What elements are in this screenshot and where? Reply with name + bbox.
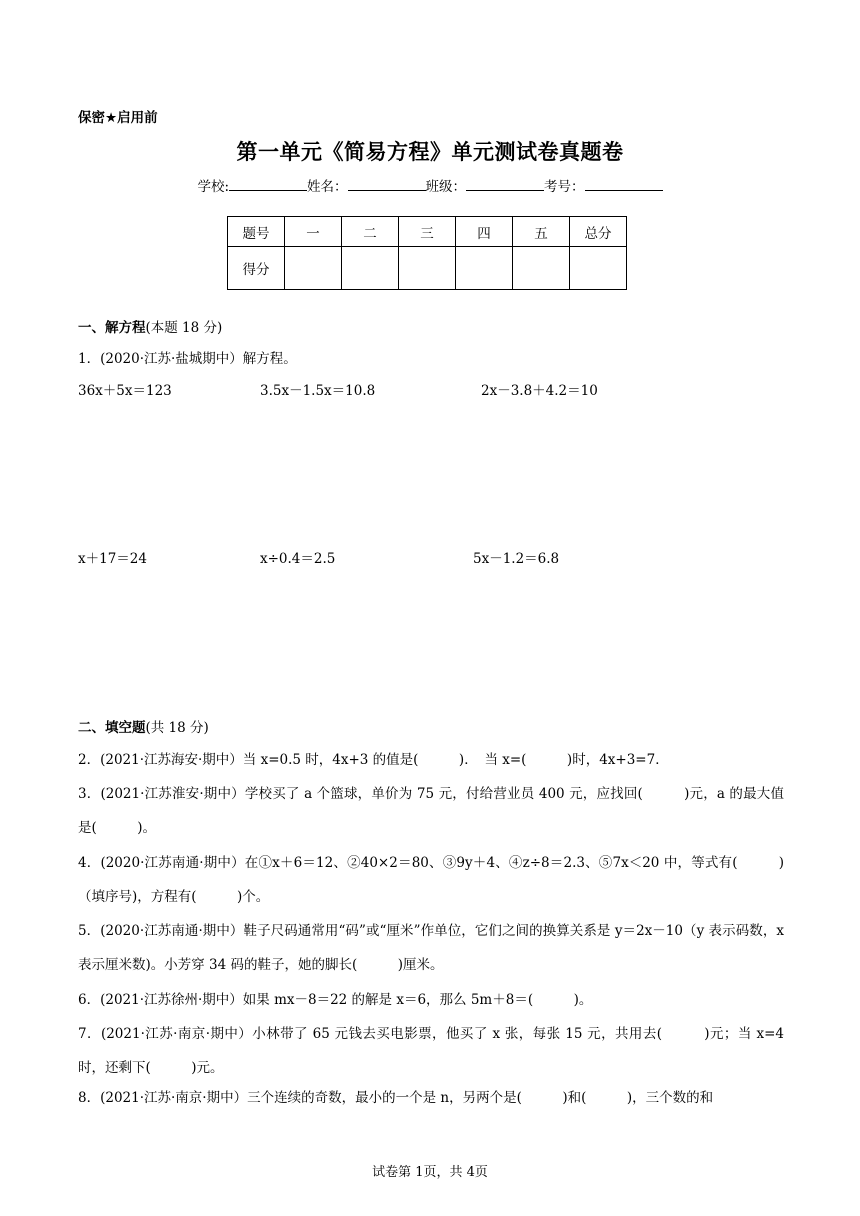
- question-7: 7．(2021·江苏·南京·期中）小林带了 65 元钱去买电影票，他买了 x 张，每张 15 元，共用去( )元；当 x=4时，还剩下( )元。: [78, 1026, 784, 1076]
- question-5: 5．(2020·江苏南通·期中）鞋子尺码通常用“码”或“厘米”作单位，它们之间的换算关系是 y＝2x－10（y 表示码数，x 表示厘米数)。小芳穿 34 码的鞋子，她的脚长( )厘米。: [78, 923, 784, 973]
- section2-heading: [78, 716, 209, 736]
- score-table: [227, 216, 627, 290]
- page-title: 第一单元《简易方程》单元测试卷真题卷: [236, 140, 624, 164]
- header-cell: 总分: [570, 217, 627, 247]
- number-label: 考号：: [544, 179, 585, 195]
- header-cell: 五: [513, 217, 570, 247]
- section1-title: 一、解方程: [78, 320, 146, 336]
- score-cell[interactable]: [570, 247, 627, 290]
- section1-note: (本题 18 分): [145, 320, 223, 336]
- class-label: 班级：: [425, 179, 467, 195]
- equation-1: 36x＋5x＝123: [78, 383, 172, 399]
- score-table-score-row: [228, 247, 627, 290]
- header-cell: 四: [456, 217, 513, 247]
- confidential-label: 保密★启用前: [78, 110, 158, 126]
- score-table-header-row: [228, 217, 627, 247]
- equation-6: 5x－1.2＝6.8: [473, 551, 560, 567]
- page-footer: 试卷第 1页，共 4页: [372, 1165, 488, 1180]
- score-cell[interactable]: [342, 247, 399, 290]
- class-blank[interactable]: [466, 178, 544, 191]
- score-cell[interactable]: [456, 247, 513, 290]
- school-blank[interactable]: [229, 178, 307, 191]
- header-cell: 题号: [228, 217, 285, 247]
- name-blank[interactable]: [348, 178, 426, 191]
- name-label: 姓名：: [307, 179, 348, 195]
- equation-2: 3.5x－1.5x＝10.8: [260, 383, 376, 399]
- section2-note: (共 18 分): [145, 720, 209, 736]
- school-label: 学校:: [197, 179, 230, 195]
- header-cell: 三: [399, 217, 456, 247]
- score-cell[interactable]: [285, 247, 342, 290]
- section1-heading: [78, 316, 222, 336]
- question-8: 8．(2021·江苏·南京·期中）三个连续的奇数，最小的一个是 n，另两个是( )和( )，三个数的和: [78, 1090, 714, 1106]
- section2-title: 二、填空题: [78, 720, 146, 736]
- question-1: 1．(2020·江苏·盐城期中）解方程。: [78, 351, 297, 367]
- header-cell: 二: [342, 217, 399, 247]
- question-2: 2．(2021·江苏海安·期中）当 x=0.5 时，4x+3 的值是( )． 当 x=( )时，4x+3=7．: [78, 752, 669, 768]
- equation-4: x＋17＝24: [78, 551, 147, 567]
- header-cell: 一: [285, 217, 342, 247]
- score-cell[interactable]: [513, 247, 570, 290]
- number-blank[interactable]: [585, 178, 663, 191]
- question-4: 4．(2020·江苏南通·期中）在①x＋6＝12、②40×2＝80、③9y＋4、④z÷8＝2.3、⑤7x＜20 中，等式有( )（填序号)，方程有( )个。: [78, 855, 784, 905]
- equation-3: 2x－3.8＋4.2＝10: [481, 383, 598, 399]
- student-info-line: [0, 175, 860, 195]
- score-cell[interactable]: [399, 247, 456, 290]
- score-label-cell: 得分: [228, 247, 285, 290]
- equation-5: x÷0.4＝2.5: [260, 551, 336, 567]
- question-6: 6．(2021·江苏徐州·期中）如果 mx－8＝22 的解是 x＝6，那么 5m＋8＝( )。: [78, 992, 593, 1008]
- question-3: 3．(2021·江苏淮安·期中）学校买了 a 个篮球，单价为 75 元，付给营业员 400 元，应找回( )元，a 的最大值是( )。: [78, 786, 784, 836]
